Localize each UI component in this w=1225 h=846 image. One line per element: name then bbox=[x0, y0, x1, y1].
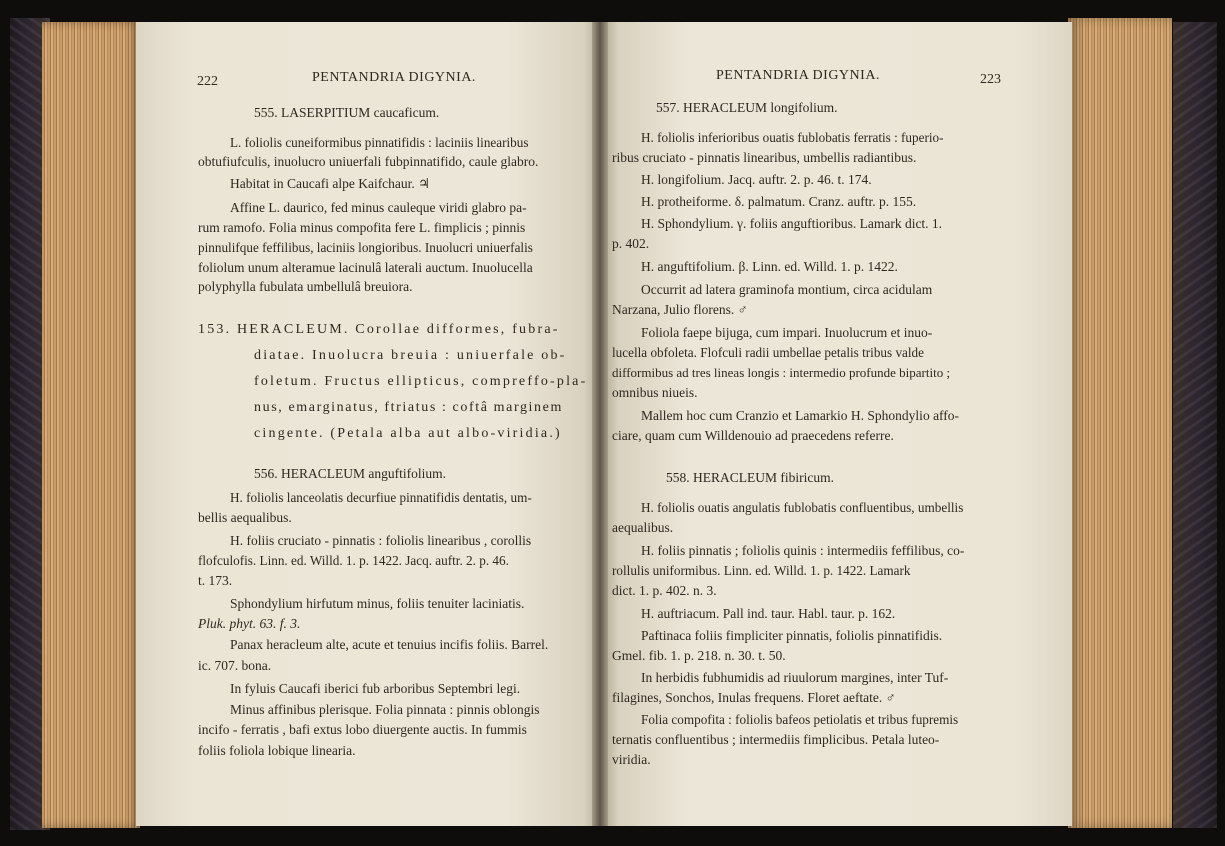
left-line: H. foliis cruciato - pinnatis : foliolis linearibus , corollis bbox=[230, 533, 532, 548]
page-number-left: 222 bbox=[197, 74, 218, 89]
right-line: ternatis confluentibus ; intermediis fimplicibus. Petala luteo- bbox=[612, 732, 940, 747]
right-line: Occurrit ad latera graminofa montium, circa acidulam bbox=[641, 282, 933, 297]
entry-heading-558: 558. HERACLEUM fibiricum. bbox=[666, 470, 834, 485]
left-line: foliolum unum alteramue lacinulâ laterali auctum. Inuolucella bbox=[198, 260, 533, 275]
running-head-left: PENTANDRIA DIGYNIA. bbox=[312, 70, 476, 85]
left-page-edges bbox=[42, 22, 140, 828]
left-line: Affine L. daurico, fed minus cauleque viridi glabro pa- bbox=[230, 200, 527, 215]
entry-heading-557: 557. HERACLEUM longifolium. bbox=[656, 100, 838, 115]
right-line: H. foliis pinnatis ; foliolis quinis : intermediis feffilibus, co- bbox=[641, 543, 965, 558]
right-line: Folia compofita : foliolis bafeos petiolatis et tribus fupremis bbox=[641, 712, 959, 727]
left-line: foliis foliola lobique linearia. bbox=[198, 743, 356, 758]
right-line: H. longifolium. Jacq. auftr. 2. p. 46. t. 174. bbox=[641, 172, 872, 187]
right-line: H. foliolis inferioribus ouatis fublobatis ferratis : fuperio- bbox=[641, 130, 944, 145]
right-line: p. 402. bbox=[612, 236, 650, 251]
right-line: ribus cruciato - pinnatis linearibus, umbellis radiantibus. bbox=[612, 150, 917, 165]
left-line: L. foliolis cuneiformibus pinnatifidis : laciniis linearibus bbox=[230, 135, 529, 150]
right-line: H. protheiforme. δ. palmatum. Cranz. auftr. p. 155. bbox=[641, 194, 917, 209]
right-line: filagines, Sonchos, Inulas frequens. Floret aeftate. ♂ bbox=[612, 690, 896, 705]
genus-description: diatae. Inuolucra breuia : uniuerfale ob- bbox=[254, 348, 567, 363]
left-line: Habitat in Caucafi alpe Kaifchaur. ♃ bbox=[230, 176, 431, 191]
left-line: In fyluis Caucafi iberici fub arboribus Septembri legi. bbox=[230, 681, 521, 696]
right-page-edges bbox=[1068, 18, 1172, 828]
left-line: Minus affinibus plerisque. Folia pinnata : pinnis oblongis bbox=[230, 702, 540, 717]
left-line: rum ramofo. Folia minus compofita fere L. fimplicis ; pinnis bbox=[198, 220, 526, 235]
right-line: Foliola faepe bijuga, cum impari. Inuolucrum et inuo- bbox=[641, 325, 933, 340]
left-line: obtufiufculis, inuolucro uniuerfali fubpinnatifido, caule glabro. bbox=[198, 154, 539, 169]
right-line: lucella obfoleta. Flofculi radii umbellae petalis tribus valde bbox=[612, 345, 925, 360]
left-line: Sphondylium hirfutum minus, foliis tenuiter laciniatis. bbox=[230, 596, 525, 611]
right-line: H. Sphondylium. γ. foliis anguftioribus. Lamark dict. 1. bbox=[641, 216, 943, 231]
right-line: In herbidis fubhumidis ad riuulorum margines, inter Tuf- bbox=[641, 670, 949, 685]
entry-heading-556: 556. HERACLEUM anguftifolium. bbox=[254, 466, 446, 481]
right-line: difformibus ad tres lineas longis : intermedio profunde bipartito ; bbox=[612, 365, 951, 380]
genus-description: nus, emarginatus, ftriatus : coftâ marginem bbox=[254, 400, 563, 415]
right-line: Narzana, Julio florens. ♂ bbox=[612, 302, 748, 317]
right-line: viridia. bbox=[612, 752, 651, 767]
left-line: H. foliolis lanceolatis decurfiue pinnatifidis dentatis, um- bbox=[230, 490, 532, 505]
right-line: H. auftriacum. Pall ind. taur. Habl. taur. p. 162. bbox=[641, 606, 896, 621]
left-line: polyphylla fubulata umbellulâ breuiora. bbox=[198, 279, 413, 294]
left-line: Pluk. phyt. 63. f. 3. bbox=[198, 616, 301, 631]
right-line: dict. 1. p. 402. n. 3. bbox=[612, 583, 717, 598]
right-line: ciare, quam cum Willdenouio ad praecedens referre. bbox=[612, 428, 894, 443]
entry-heading-555: 555. LASERPITIUM caucaficum. bbox=[254, 105, 440, 120]
left-line: t. 173. bbox=[198, 573, 233, 588]
genus-description: foletum. Fructus ellipticus, compreffo-pla- bbox=[254, 374, 588, 389]
left-line: Panax heracleum alte, acute et tenuius incifis foliis. Barrel. bbox=[230, 637, 549, 652]
genus-description: cingente. (Petala alba aut albo-viridia.) bbox=[254, 426, 562, 441]
left-line: incifo - ferratis , bafi extus lobo diuergente auctis. In fummis bbox=[198, 722, 527, 737]
running-head-right: PENTANDRIA DIGYNIA. bbox=[716, 68, 880, 83]
page-number-right: 223 bbox=[980, 72, 1001, 87]
book-gutter bbox=[592, 22, 608, 826]
right-line: H. anguftifolium. β. Linn. ed. Willd. 1. p. 1422. bbox=[641, 259, 898, 274]
right-line: Gmel. fib. 1. p. 218. n. 30. t. 50. bbox=[612, 648, 786, 663]
left-line: bellis aequalibus. bbox=[198, 510, 292, 525]
right-cover bbox=[1173, 22, 1217, 828]
left-line: flofculofis. Linn. ed. Willd. 1. p. 1422. Jacq. auftr. 2. p. 46. bbox=[198, 553, 509, 568]
left-line: ic. 707. bona. bbox=[198, 658, 272, 673]
left-line: pinnulifque feffilibus, laciniis longioribus. Inuolucri uniuerfalis bbox=[198, 240, 533, 255]
right-line: Paftinaca foliis fimpliciter pinnatis, foliolis pinnatifidis. bbox=[641, 628, 943, 643]
right-line: aequalibus. bbox=[612, 520, 674, 535]
right-line: rollulis uniformibus. Linn. ed. Willd. 1. p. 1422. Lamark bbox=[612, 563, 911, 578]
genus-heading-153: 153. HERACLEUM. Corollae difformes, fubra- bbox=[198, 322, 560, 337]
right-line: Mallem hoc cum Cranzio et Lamarkio H. Sphondylio affo- bbox=[641, 408, 960, 423]
right-line: H. foliolis ouatis angulatis fublobatis confluentibus, umbellis bbox=[641, 500, 964, 515]
right-line: omnibus niueis. bbox=[612, 385, 698, 400]
